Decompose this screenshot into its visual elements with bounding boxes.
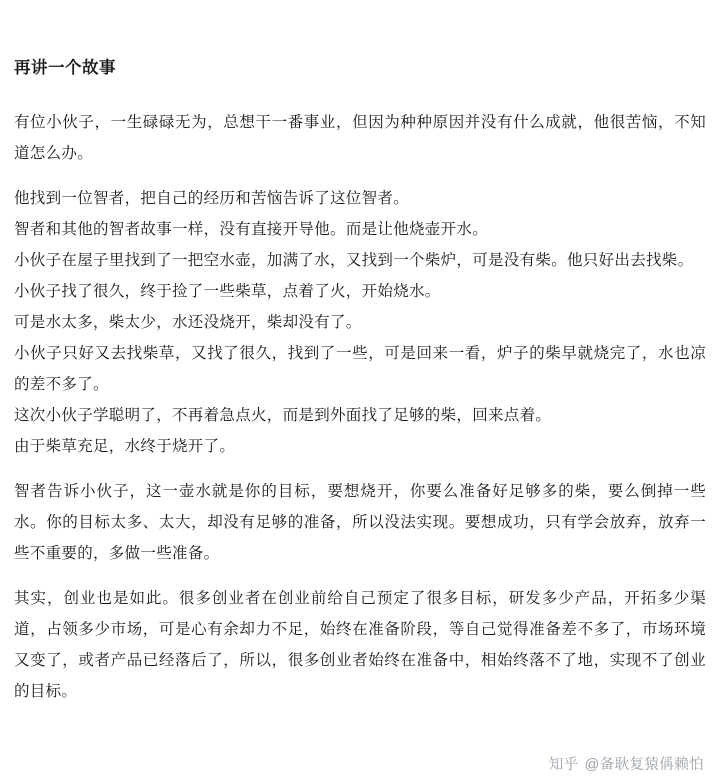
paragraph-gap — [14, 169, 706, 183]
paragraph-block — [14, 307, 706, 338]
paragraph: 智者和其他的智者故事一样，没有直接开导他。而是让他烧壶开水。 — [14, 220, 489, 238]
paragraph-gap — [14, 569, 706, 583]
paragraph-block — [14, 338, 706, 400]
paragraph: 小伙子在屋子里找到了一把空水壶，加满了水，又找到一个柴炉，可是没有柴。他只好出去找柴。 — [14, 251, 694, 269]
paragraph: 小伙子找了很久，终于捡了一些柴草，点着了火，开始烧水。 — [14, 282, 441, 300]
paragraph-block — [14, 245, 706, 276]
paragraph: 由于柴草充足，水终于烧开了。 — [14, 437, 236, 455]
paragraph: 智者告诉小伙子，这一壶水就是你的目标，要想烧开，你要么准备好足够多的柴，要么倒掉一些水。你的目标太多、太大，却没有足够的准备，所以没法实现。要想成功，只有学会放弃，放弃一些不重要的，多做一些准备。 — [14, 482, 706, 562]
paragraph-block — [14, 400, 706, 431]
paragraph: 这次小伙子学聪明了，不再着急点火，而是到外面找了足够的柴，回来点着。 — [14, 406, 552, 424]
paragraph-block — [14, 183, 706, 214]
paragraph: 小伙子只好又去找柴草，又找了很久，找到了一些，可是回来一看，炉子的柴早就烧完了，水也凉的差不多了。 — [14, 344, 706, 393]
watermark-handle: @备耿复猿偁赖怕 — [584, 757, 704, 773]
paragraph-block — [14, 276, 706, 307]
paragraph-block — [14, 107, 706, 183]
paragraph: 可是水太多，柴太少，水还没烧开，柴却没有了。 — [14, 313, 362, 331]
paragraph-block — [14, 431, 706, 476]
paragraph-block — [14, 476, 706, 583]
zhihu-logo-text: 知乎 — [548, 757, 579, 773]
article-body — [14, 107, 706, 707]
paragraph: 他找到一位智者，把自己的经历和苦恼告诉了这位智者。 — [14, 189, 410, 207]
paragraph: 其实，创业也是如此。很多创业者在创业前给自己预定了很多目标，研发多少产品，开拓多少渠道，占领多少市场，可是心有余却力不足，始终在准备阶段，等自己觉得准备差不多了，市场环境又变了，或者产品已经落后了，所以，很多创业者始终在准备中，相始终落不了地，实现不了创业的目标。 — [14, 589, 706, 700]
page-title: 再讲一个故事 — [14, 59, 116, 77]
watermark — [549, 753, 704, 774]
paragraph-gap — [14, 462, 706, 476]
paragraph-block — [14, 214, 706, 245]
paragraph: 有位小伙子，一生碌碌无为，总想干一番事业，但因为种种原因并没有什么成就，他很苦恼，不知道怎么办。 — [14, 113, 706, 162]
paragraph-block — [14, 583, 706, 707]
